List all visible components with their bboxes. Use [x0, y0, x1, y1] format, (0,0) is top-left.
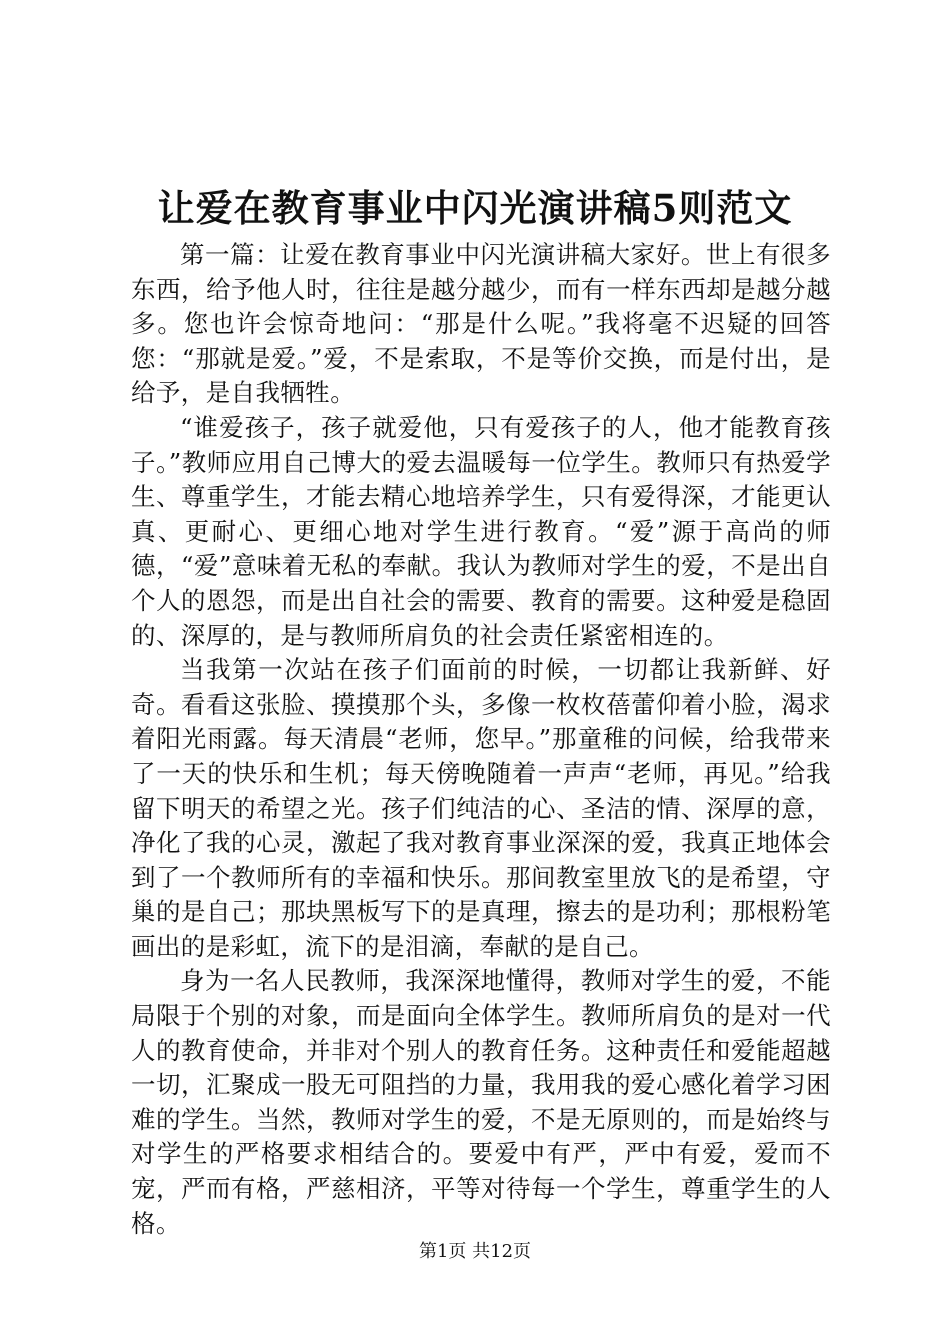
paragraph: 身为一名人民教师，我深深地懂得，教师对学生的爱，不能局限于个别的对象，而是面向全体学生。教师所肩负的是对一代人的教育使命，并非对个别人的教育任务。这种责任和爱能超越一切，汇聚成一股无可阻挡的力量，我用我的爱心感化着学习困难的学生。当然，教师对学生的爱，不是无原则的，而是始终与对学生的严格要求相结合的。要爱中有严，严中有爱，爱而不宠，严而有格，严慈相济，平等对待每一个学生，尊重学生的人格。 — [131, 966, 831, 1238]
paragraph: “谁爱孩子，孩子就爱他，只有爱孩子的人，他才能教育孩子。”教师应用自己博大的爱去温暖每一位学生。教师只有热爱学生、尊重学生，才能去精心地培养学生，只有爱得深，才能更认真、更耐心、更细心地对学生进行教育。“爱”源于高尚的师德，“爱”意味着无私的奉献。我认为教师对学生的爱，不是出自个人的恩怨，而是出自社会的需要、教育的需要。这种爱是稳固的、深厚的，是与教师所肩负的社会责任紧密相连的。 — [131, 412, 831, 650]
page-number-footer: 第1页 共12页 — [418, 1241, 532, 1262]
document-title: 让爱在教育事业中闪光演讲稿5则范文 — [157, 186, 793, 230]
document-body — [131, 238, 831, 1241]
paragraph: 当我第一次站在孩子们面前的时候，一切都让我新鲜、好奇。看看这张脸、摸摸那个头，多像一枚枚蓓蕾仰着小脸，渴求着阳光雨露。每天清晨“老师，您早。”那童稚的问候，给我带来了一天的快乐和生机；每天傍晚随着一声声“老师，再见。”给我留下明天的希望之光。孩子们纯洁的心、圣洁的情、深厚的意，净化了我的心灵，激起了我对教育事业深深的爱，我真正地体会到了一个教师所有的幸福和快乐。那间教室里放飞的是希望，守巢的是自己；那块黑板写下的是真理，擦去的是功利；那根粉笔画出的是彩虹，流下的是泪滴，奉献的是自己。 — [131, 655, 831, 961]
paragraph: 第一篇：让爱在教育事业中闪光演讲稿大家好。世上有很多东西，给予他人时，往往是越分越少，而有一样东西却是越分越多。您也许会惊奇地问：“那是什么呢。”我将毫不迟疑的回答您：“那就是爱。”爱，不是索取，不是等价交换，而是付出，是给予，是自我牺牲。 — [131, 240, 831, 408]
